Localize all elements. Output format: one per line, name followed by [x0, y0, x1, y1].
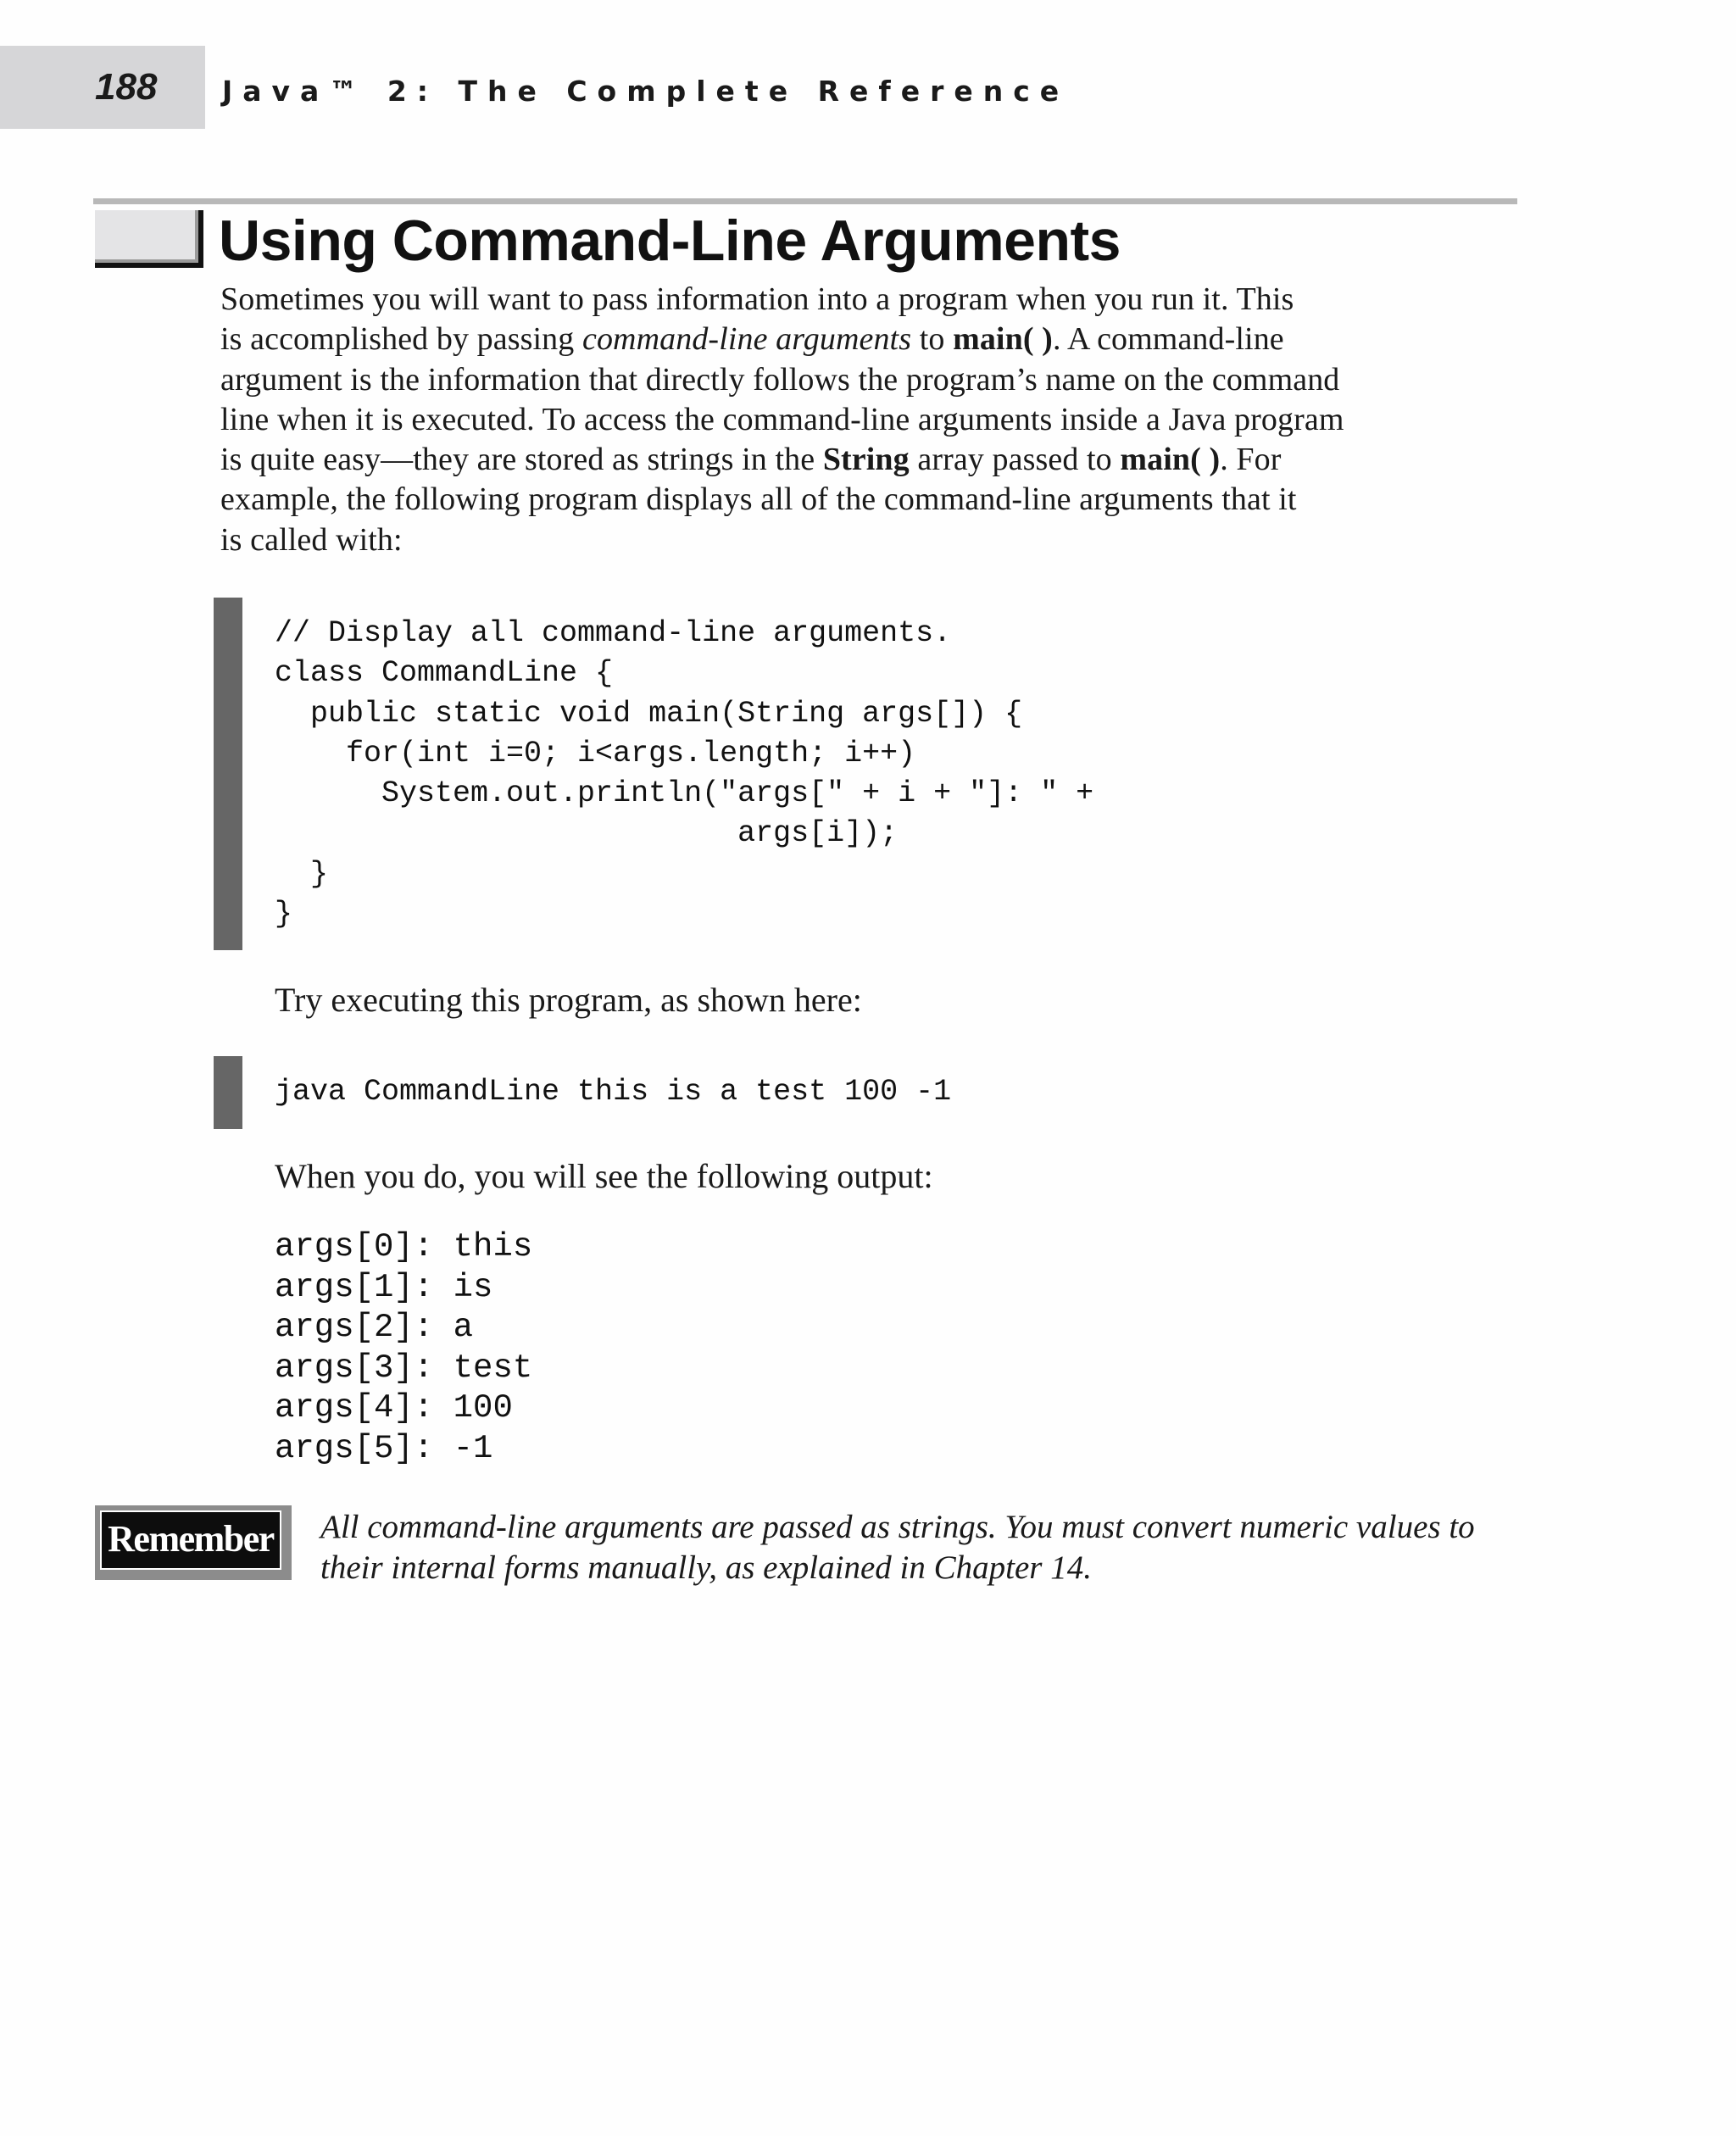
code-listing-bar [214, 598, 242, 950]
heading-marker-icon [95, 210, 203, 268]
text-run: . A command-line [1052, 321, 1284, 358]
code-term: main( ) [1120, 442, 1221, 478]
command-line: java CommandLine this is a test 100 -1 [275, 1075, 952, 1109]
code-term: main( ) [953, 321, 1053, 358]
text-run: is accomplished by passing [220, 321, 582, 358]
text-run: is quite easy—they are stored as strings in the [220, 442, 823, 478]
running-title: Java™ 2: The Complete Reference [222, 75, 1070, 108]
note-line: their internal forms manually, as explained in Chapter 14. [320, 1549, 1092, 1586]
text-run: array passed to [909, 442, 1121, 478]
term-emphasis: command-line arguments [581, 321, 912, 358]
intro-line: argument is the information that directly follows the program’s name on the command [220, 361, 1340, 398]
section-title: Using Command-Line Arguments [219, 209, 1121, 273]
remember-label: Remember [100, 1510, 281, 1570]
intro-line: example, the following program displays all of the command-line arguments that it [220, 481, 1297, 518]
remember-badge [95, 1505, 292, 1580]
intro-line [220, 440, 1526, 480]
remember-note [320, 1507, 1524, 1588]
page-number: 188 [95, 66, 158, 108]
command-bar [214, 1056, 242, 1129]
code-term: String [822, 442, 910, 478]
try-paragraph: Try executing this program, as shown here: [275, 981, 862, 1019]
intro-line [220, 320, 1526, 359]
text-run: . For [1220, 442, 1282, 478]
intro-paragraph [220, 280, 1526, 560]
intro-line: line when it is executed. To access the command-line arguments inside a Java program [220, 401, 1344, 437]
intro-line: is called with: [220, 521, 403, 558]
section-rule [93, 198, 1517, 204]
text-run: to [911, 321, 954, 358]
intro-line: Sometimes you will want to pass information into a program when you run it. This [220, 281, 1294, 317]
code-listing: // Display all command-line arguments. class CommandLine { public static void main(String args[]) { for(int i=0; i<args.length; i++) System.out.println("args[" + i + "]: " + args[i]); } } [275, 616, 1094, 932]
program-output: args[0]: this args[1]: is args[2]: a args[3]: test args[4]: 100 args[5]: -1 [275, 1228, 533, 1467]
output-intro-paragraph: When you do, you will see the following output: [275, 1157, 933, 1195]
note-line: All command-line arguments are passed as strings. You must convert numeric values to [320, 1509, 1475, 1545]
